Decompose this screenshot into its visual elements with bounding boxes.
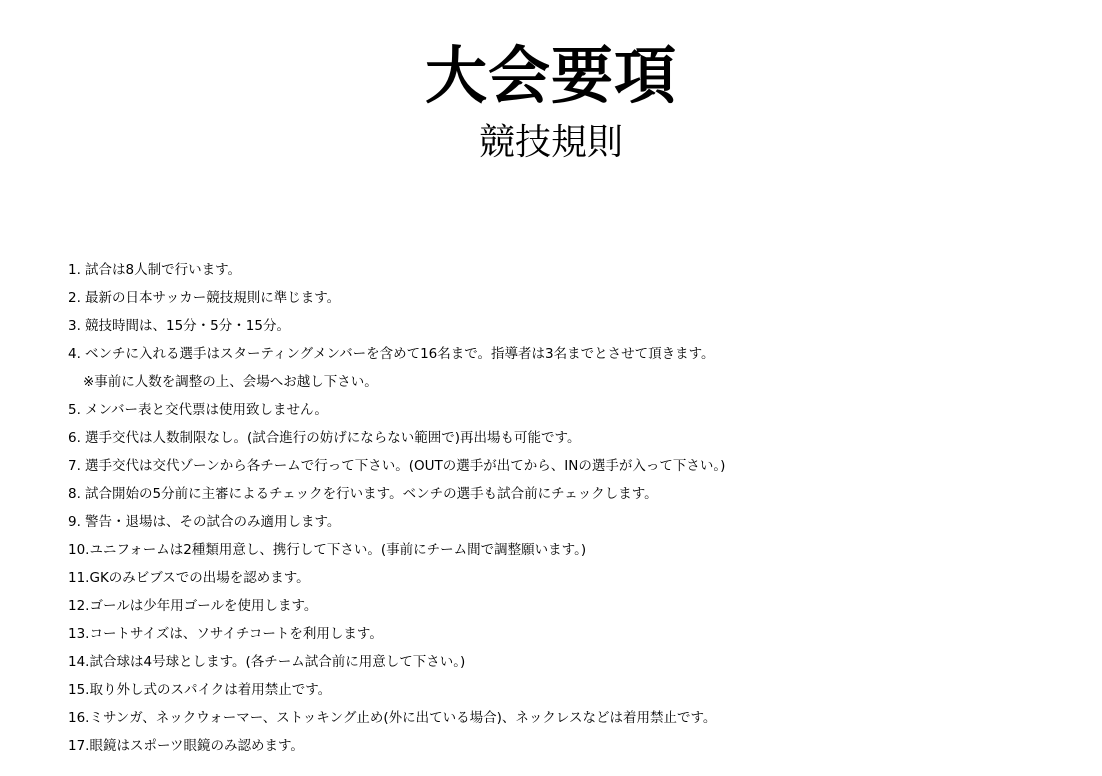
rule-number: 14. [68, 654, 90, 670]
rule-item [68, 648, 1068, 676]
rule-item [68, 396, 1068, 424]
rule-number: 16. [68, 710, 90, 726]
rule-number: 11. [68, 570, 90, 586]
rule-note [68, 368, 1068, 396]
rule-text: ミサンガ、ネックウォーマー、ストッキング止め(外に出ている場合)、ネックレスなどは着用禁止です。 [89, 710, 717, 726]
page-subtitle: 競技規則 [478, 122, 623, 163]
rule-number: 1. [68, 262, 81, 278]
rule-number: 17. [68, 738, 90, 754]
rule-text: 試合球は4号球とします。(各チーム試合前に用意して下さい。) [89, 654, 466, 670]
rule-item [68, 536, 1068, 564]
rule-text: 試合は8人制で行います。 [85, 262, 242, 278]
rule-item [68, 564, 1068, 592]
rule-item [68, 340, 1068, 368]
rule-number: 9. [68, 514, 81, 530]
rule-item [68, 592, 1068, 620]
rule-item [68, 284, 1068, 312]
rule-item [68, 256, 1068, 284]
rule-text: コートサイズは、ソサイチコートを利用します。 [89, 626, 383, 642]
rule-number: 2. [68, 290, 81, 306]
rule-text: 警告・退場は、その試合のみ適用します。 [85, 514, 341, 530]
rule-item [68, 312, 1068, 340]
rule-text: メンバー表と交代票は使用致しません。 [85, 402, 328, 418]
rule-item [68, 452, 1068, 480]
rule-text: ゴールは少年用ゴールを使用します。 [89, 598, 318, 614]
rule-text: 選手交代は交代ゾーンから各チームで行って下さい。(OUTの選手が出てから、INの選手が入って下さい。) [85, 458, 726, 474]
rule-text: 眼鏡はスポーツ眼鏡のみ認めます。 [89, 738, 304, 754]
rule-text: ユニフォームは2種類用意し、携行して下さい。(事前にチーム間で調整願います。) [89, 542, 587, 558]
rule-number: 12. [68, 598, 90, 614]
rule-text: 試合開始の5分前に主審によるチェックを行います。ベンチの選手も試合前にチェックします。 [85, 486, 658, 502]
rule-item [68, 704, 1068, 732]
rule-number: 5. [68, 402, 81, 418]
rule-number: 7. [68, 458, 81, 474]
rule-item [68, 424, 1068, 452]
page-title: 大会要項 [424, 39, 677, 112]
rule-number: 15. [68, 682, 90, 698]
rule-text: 競技時間は、15分・5分・15分。 [85, 318, 290, 334]
rule-number: 13. [68, 626, 90, 642]
rule-item [68, 620, 1068, 648]
rule-item [68, 508, 1068, 536]
rule-text: GKのみビブスでの出場を認めます。 [89, 570, 310, 586]
rule-text: 選手交代は人数制限なし。(試合進行の妨げにならない範囲で)再出場も可能です。 [85, 430, 581, 446]
rule-number: 3. [68, 318, 81, 334]
rule-note-text: ※事前に人数を調整の上、会場へお越し下さい。 [83, 374, 378, 390]
rules-list [68, 256, 1068, 760]
rule-item [68, 676, 1068, 704]
rule-text: 最新の日本サッカー競技規則に準じます。 [85, 290, 341, 306]
rule-text: 取り外し式のスパイクは着用禁止です。 [89, 682, 332, 698]
rule-number: 4. [68, 346, 81, 362]
rule-number: 10. [68, 542, 90, 558]
rule-text: ベンチに入れる選手はスターティングメンバーを含めて16名まで。指導者は3名までとさせて頂きます。 [85, 346, 715, 362]
rule-item [68, 480, 1068, 508]
rule-item [68, 732, 1068, 760]
rule-number: 8. [68, 486, 81, 502]
rule-number: 6. [68, 430, 81, 446]
